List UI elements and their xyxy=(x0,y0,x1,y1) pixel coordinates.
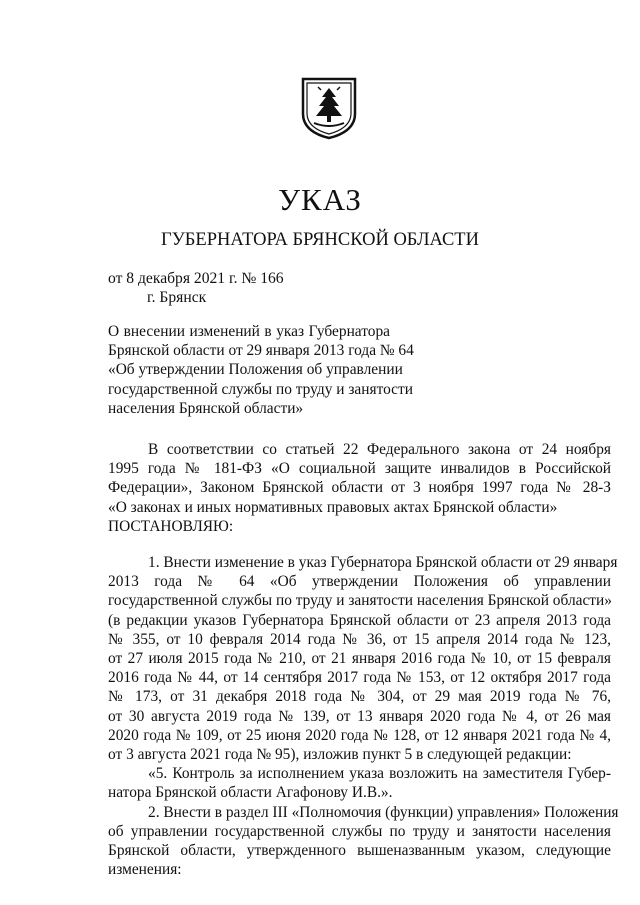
decree-city: г. Брянск xyxy=(147,289,207,306)
document-title: УКАЗ xyxy=(278,182,362,217)
decree-body xyxy=(108,440,619,879)
item1-line: № 355, от 10 февраля 2014 года № 36, от 15 апреля 2014 года № 123, xyxy=(108,630,611,648)
item1-line: от 30 августа 2019 года № 139, от 13 января 2020 года № 4, от 26 мая xyxy=(108,707,611,725)
decree-word: ПОСТАНОВЛЯЮ: xyxy=(108,517,234,535)
subject-line: государственной службы по труду и занятости xyxy=(108,380,413,398)
subject-line: Брянской области от 29 января 2013 года № 64 xyxy=(108,342,414,360)
item1-line: 2013 года № 64 «Об утверждении Положения об управлении xyxy=(108,573,611,591)
subject-line: О внесении изменений в указ Губернатора xyxy=(108,323,390,340)
item2-line: об управлении государственной службы по труду и занятости населения xyxy=(108,822,611,840)
subject-line: населения Брянской области» xyxy=(108,399,304,417)
item1-line: государственной службы по труду и занятости населения Брянской области» xyxy=(108,592,612,610)
item1-line: 2020 года № 109, от 25 июня 2020 года № 128, от 12 января 2021 года № 4, xyxy=(108,726,611,744)
item1-line: от 27 июля 2015 года № 210, от 21 января 2016 года № 10, от 15 февраля xyxy=(108,650,611,668)
item1-line: 1. Внести изменение в указ Губернатора Брянской области от 29 января xyxy=(148,554,618,572)
preamble-line: Федерации», Законом Брянской области от 3 ноября 1997 года № 28-З xyxy=(108,479,611,497)
coat-of-arms-icon xyxy=(300,76,358,140)
item1-line: № 173, от 31 декабря 2018 года № 304, от 29 мая 2019 года № 76, xyxy=(108,688,611,706)
document-subtitle: ГУБЕРНАТОРА БРЯНСКОЙ ОБЛАСТИ xyxy=(161,230,479,250)
item1-line: от 3 августа 2021 года № 95), изложив пункт 5 в следующей редакции: xyxy=(108,746,572,764)
item2-line: Брянской области, утвержденного вышеназванным указом, следующие xyxy=(108,842,611,860)
item2-line: изменения: xyxy=(108,861,182,879)
item1-line: 2016 года № 44, от 14 сентября 2017 года № 153, от 12 октября 2017 года xyxy=(108,669,611,687)
quote-line: «5. Контроль за исполнением указа возложить на заместителя Губер- xyxy=(148,765,611,783)
item2-line: 2. Внести в раздел III «Полномочия (функции) управления» Положения xyxy=(148,803,619,821)
decree-subject xyxy=(108,322,414,418)
preamble-line: 1995 года № 181-ФЗ «О социальной защите инвалидов в Российской xyxy=(108,460,611,478)
quote-line: натора Брянской области Агафонову И.В.». xyxy=(108,784,393,802)
preamble-line: «О законах и иных нормативных правовых актах Брянской области» xyxy=(108,498,558,516)
item1-line: (в редакции указов Губернатора Брянской области от 23 апреля 2013 года xyxy=(108,611,611,629)
decree-date-number: от 8 декабря 2021 г. № 166 xyxy=(108,270,284,287)
subject-line: «Об утверждении Положения об управлении xyxy=(108,361,403,379)
preamble-line: В соответствии со статьей 22 Федерального закона от 24 ноября xyxy=(148,441,611,458)
